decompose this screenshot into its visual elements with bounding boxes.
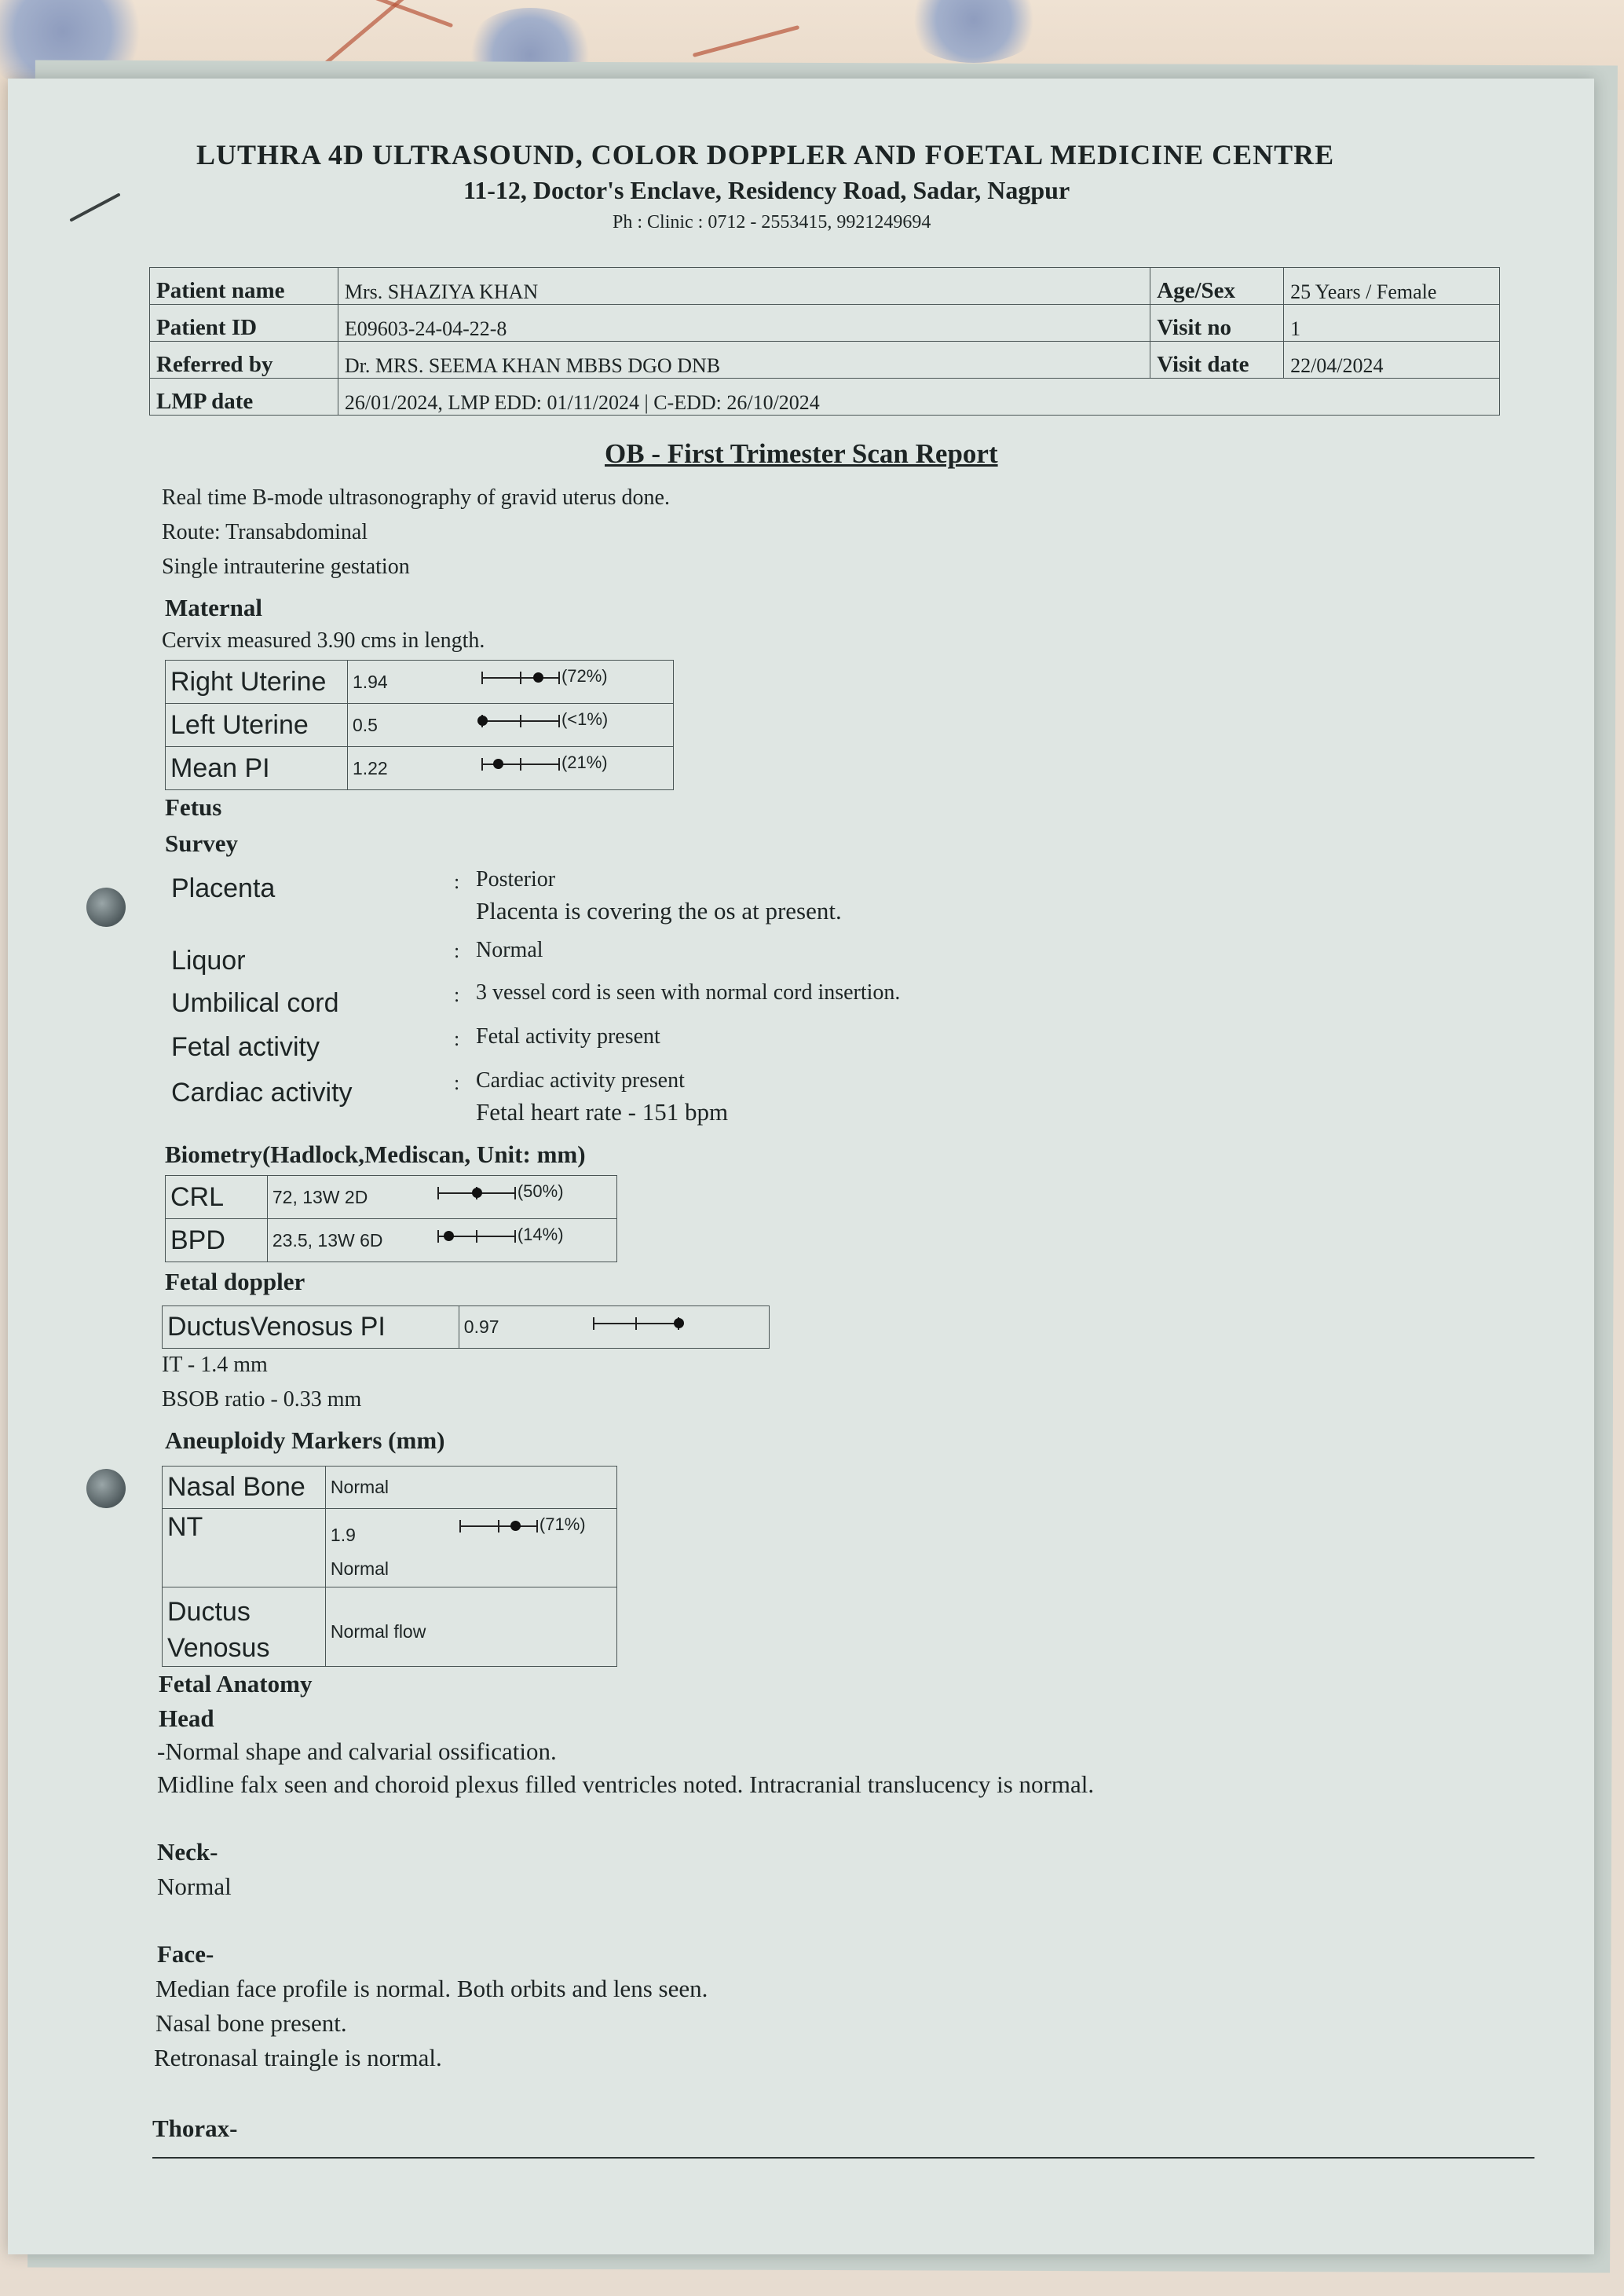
punch-hole	[86, 888, 126, 927]
colon: :	[454, 1027, 460, 1050]
nasal-bone-value: Normal	[325, 1467, 616, 1509]
gauge-tick	[558, 758, 560, 771]
neck-finding: Normal	[157, 1873, 232, 1900]
gauge-tick	[635, 1317, 637, 1330]
percentile-gauge	[481, 753, 608, 772]
nt-cell	[325, 1509, 616, 1587]
colon: :	[454, 870, 460, 893]
fetal-doppler-heading: Fetal doppler	[165, 1268, 305, 1295]
face-finding: Nasal bone present.	[155, 2009, 347, 2037]
cardiac-activity-value: Cardiac activity present	[476, 1068, 685, 1093]
aneuploidy-table	[162, 1466, 617, 1667]
fetus-heading: Fetus	[165, 793, 222, 821]
nasal-bone-label: Nasal Bone	[163, 1467, 326, 1509]
gauge-tick	[593, 1317, 594, 1330]
ductus-venosus-label	[163, 1587, 326, 1667]
fetal-activity-value: Fetal activity present	[476, 1024, 660, 1049]
gauge-tick	[514, 1230, 516, 1243]
table-row	[150, 379, 1500, 416]
colon: :	[454, 1071, 460, 1094]
percentile-label: (71%)	[539, 1514, 586, 1534]
crl-label: CRL	[166, 1176, 268, 1219]
placenta-value: Posterior	[476, 867, 556, 892]
gauge-marker	[510, 1521, 521, 1531]
visit-no-label: Visit no	[1150, 305, 1284, 342]
intro-line: Single intrauterine gestation	[162, 555, 410, 579]
footer-rule	[152, 2157, 1534, 2159]
percentile-gauge	[481, 709, 609, 729]
right-uterine-value: 1.94	[352, 671, 388, 692]
ductus-venosus-label-line: Venosus	[167, 1633, 270, 1663]
pen-mark	[69, 192, 120, 222]
crl-cell	[267, 1176, 616, 1219]
centre-address: 11-12, Doctor's Enclave, Residency Road, Sadar, Nagpur	[463, 176, 1070, 204]
visit-no: 1	[1284, 305, 1500, 342]
table-row	[163, 1467, 617, 1509]
visit-date-label: Visit date	[1150, 342, 1284, 379]
punch-hole	[86, 1469, 126, 1508]
report-page	[8, 79, 1594, 2254]
aneuploidy-heading: Aneuploidy Markers (mm)	[165, 1426, 445, 1454]
gauge-tick	[558, 715, 560, 727]
gauge-tick	[481, 672, 483, 684]
table-row	[163, 1306, 770, 1349]
left-uterine-value: 0.5	[352, 714, 378, 735]
fetal-activity-label: Fetal activity	[171, 1032, 320, 1062]
gauge-marker	[493, 759, 503, 769]
nt-label: NT	[163, 1509, 326, 1587]
percentile-gauge	[437, 1181, 564, 1201]
colon: :	[454, 939, 460, 962]
gauge-marker	[674, 1318, 684, 1328]
patient-info-table	[149, 267, 1500, 416]
age-sex: 25 Years / Female	[1284, 268, 1500, 305]
gauge-tick	[476, 1230, 477, 1243]
table-row	[150, 268, 1500, 305]
liquor-value: Normal	[476, 938, 543, 962]
gauge-marker	[477, 716, 488, 726]
patient-name-label: Patient name	[150, 268, 338, 305]
table-row	[166, 747, 674, 790]
intro-line: Real time B-mode ultrasonography of gravid uterus done.	[162, 485, 670, 510]
gauge-tick	[481, 758, 483, 771]
ductus-venosus-pi-cell	[459, 1306, 769, 1349]
percentile-label: (50%)	[517, 1181, 564, 1201]
fetal-doppler-table	[162, 1305, 770, 1349]
head-finding: -Normal shape and calvarial ossification.	[157, 1738, 557, 1765]
mean-pi-label: Mean PI	[166, 747, 348, 790]
nt-note: Normal	[330, 1558, 390, 1579]
gauge-tick	[536, 1520, 538, 1532]
fetal-anatomy-heading: Fetal Anatomy	[159, 1670, 313, 1697]
table-row	[163, 1509, 617, 1587]
gauge-tick	[520, 715, 521, 727]
table-row	[166, 704, 674, 747]
bpd-label: BPD	[166, 1219, 268, 1262]
face-finding: Retronasal traingle is normal.	[154, 2044, 442, 2071]
umbilical-cord-label: Umbilical cord	[171, 988, 339, 1018]
patient-id-label: Patient ID	[150, 305, 338, 342]
ductus-venosus-label-line: Ductus	[167, 1597, 251, 1627]
maternal-doppler-table	[165, 660, 674, 790]
face-heading: Face-	[157, 1940, 214, 1968]
table-row	[150, 305, 1500, 342]
table-row	[166, 1176, 617, 1219]
patient-id: E09603-24-04-22-8	[338, 305, 1150, 342]
nt-value: 1.9	[330, 1524, 356, 1545]
ductus-venosus-pi-value: 0.97	[463, 1316, 499, 1337]
left-uterine-cell	[347, 704, 673, 747]
gauge-tick	[459, 1520, 461, 1532]
maternal-heading: Maternal	[165, 594, 262, 621]
gauge-marker	[472, 1188, 482, 1198]
centre-name: LUTHRA 4D ULTRASOUND, COLOR DOPPLER AND FOETAL MEDICINE CENTRE	[196, 139, 1335, 170]
lmp-date: 26/01/2024, LMP EDD: 01/11/2024 | C-EDD: 26/10/2024	[338, 379, 1499, 416]
right-uterine-cell	[347, 661, 673, 704]
bsob-ratio: BSOB ratio - 0.33 mm	[162, 1387, 362, 1412]
percentile-gauge	[437, 1225, 564, 1244]
referred-by-label: Referred by	[150, 342, 338, 379]
percentile-gauge	[593, 1316, 679, 1331]
percentile-label: (21%)	[561, 753, 608, 772]
visit-date: 22/04/2024	[1284, 342, 1500, 379]
liquor-label: Liquor	[171, 946, 246, 976]
intro-line: Route: Transabdominal	[162, 520, 368, 544]
cervix-length: Cervix measured 3.90 cms in length.	[162, 628, 485, 653]
placenta-value: Placenta is covering the os at present.	[476, 897, 842, 925]
gauge-tick	[498, 1520, 499, 1532]
gauge-marker	[533, 672, 543, 683]
placenta-label: Placenta	[171, 873, 276, 903]
table-row	[166, 661, 674, 704]
gauge-tick	[558, 672, 560, 684]
left-uterine-label: Left Uterine	[166, 704, 348, 747]
gauge-tick	[520, 758, 521, 771]
mean-pi-cell	[347, 747, 673, 790]
ductus-venosus-value: Normal flow	[325, 1587, 616, 1667]
table-row	[166, 1219, 617, 1262]
survey-heading: Survey	[165, 829, 238, 857]
gauge-tick	[520, 672, 521, 684]
gauge-tick	[514, 1187, 516, 1199]
thorax-heading: Thorax-	[152, 2115, 238, 2142]
umbilical-cord-value: 3 vessel cord is seen with normal cord insertion.	[476, 980, 901, 1005]
biometry-heading: Biometry(Hadlock,Mediscan, Unit: mm)	[165, 1141, 586, 1168]
percentile-gauge	[481, 666, 608, 686]
percentile-label: (<1%)	[561, 709, 609, 729]
head-finding: Midline falx seen and choroid plexus filled ventricles noted. Intracranial translucency is normal.	[157, 1771, 1095, 1798]
face-finding: Median face profile is normal. Both orbits and lens seen.	[155, 1975, 708, 2002]
head-heading: Head	[159, 1705, 214, 1732]
bpd-value: 23.5, 13W 6D	[272, 1229, 383, 1251]
crl-value: 72, 13W 2D	[272, 1186, 368, 1207]
mean-pi-value: 1.22	[352, 757, 388, 778]
gauge-tick	[437, 1230, 439, 1243]
bpd-cell	[267, 1219, 616, 1262]
it-measure: IT - 1.4 mm	[162, 1353, 268, 1377]
patient-name: Mrs. SHAZIYA KHAN	[338, 268, 1150, 305]
biometry-table	[165, 1175, 617, 1262]
cardiac-activity-label: Cardiac activity	[171, 1078, 353, 1108]
cardiac-activity-value: Fetal heart rate - 151 bpm	[476, 1098, 729, 1126]
lmp-date-label: LMP date	[150, 379, 338, 416]
gauge-tick	[437, 1187, 439, 1199]
percentile-gauge	[459, 1514, 586, 1534]
report-title: OB - First Trimester Scan Report	[605, 438, 998, 469]
colon: :	[454, 983, 460, 1006]
percentile-label: (14%)	[517, 1225, 564, 1244]
table-row	[150, 342, 1500, 379]
referred-by: Dr. MRS. SEEMA KHAN MBBS DGO DNB	[338, 342, 1150, 379]
gauge-marker	[444, 1231, 454, 1241]
table-row	[163, 1587, 617, 1667]
percentile-label: (72%)	[561, 666, 608, 686]
ductus-venosus-pi-label: DuctusVenosus PI	[163, 1306, 459, 1349]
neck-heading: Neck-	[157, 1838, 218, 1866]
centre-phone: Ph : Clinic : 0712 - 2553415, 9921249694	[613, 212, 931, 233]
right-uterine-label: Right Uterine	[166, 661, 348, 704]
age-sex-label: Age/Sex	[1150, 268, 1284, 305]
